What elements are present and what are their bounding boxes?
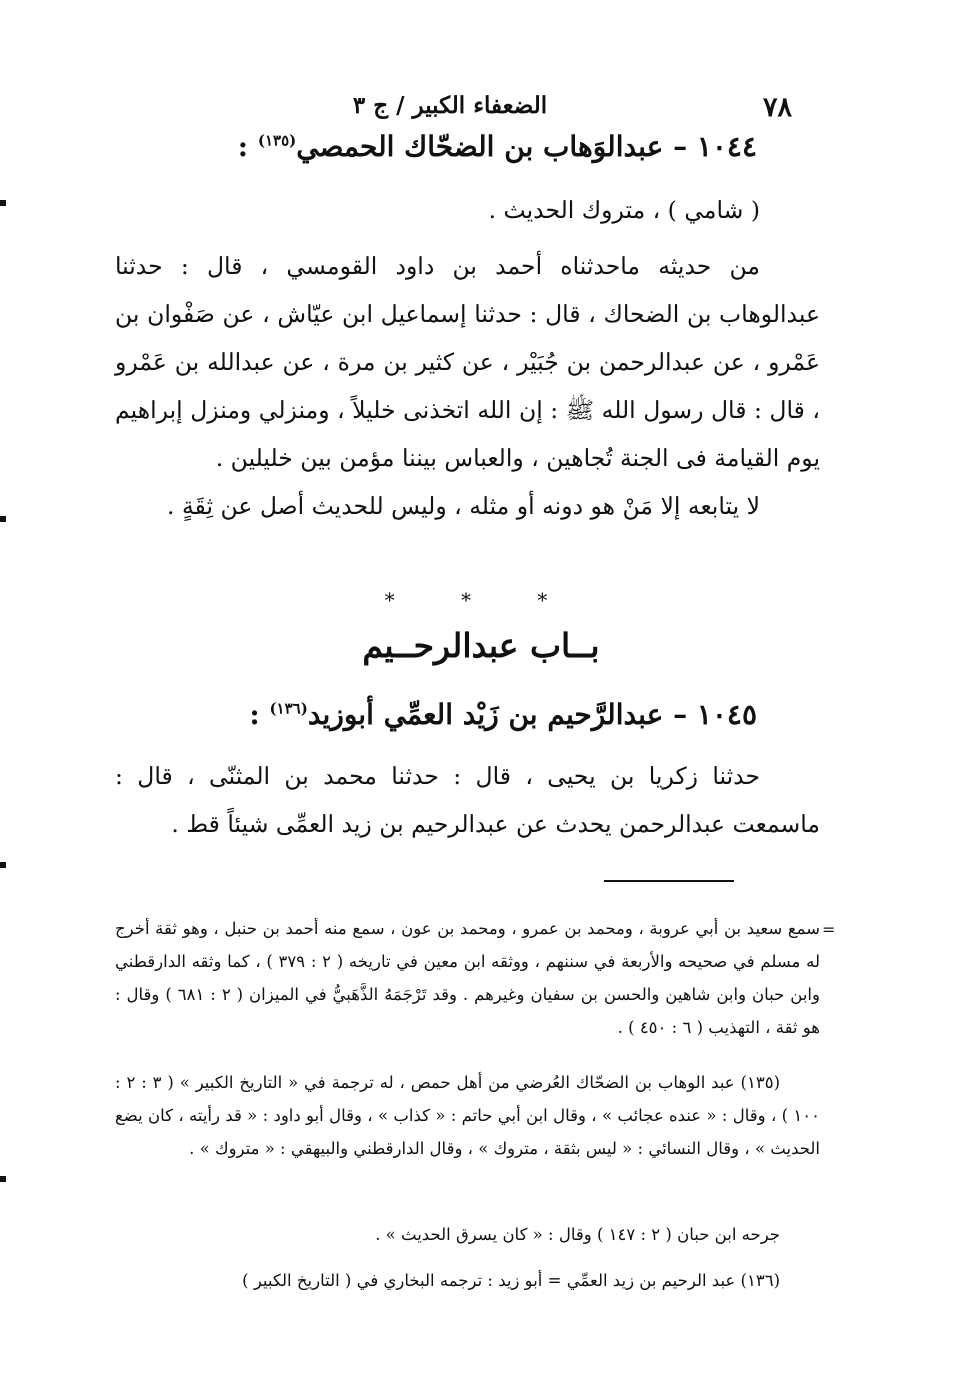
scan-edge-mark	[0, 1176, 6, 1182]
scan-edge-mark	[0, 200, 6, 206]
scan-edge-mark	[0, 516, 6, 522]
entry-1044-verdict: لا يتابعه إلا مَنْ هو دونه أو مثله ، وليس للحديث أصل عن ثِقَةٍ .	[167, 492, 760, 520]
entry-1044-heading: ١٠٤٤ – عبدالوَهاب بن الضحّاك الحمصي	[296, 130, 757, 163]
section-separator-stars: * * *	[384, 588, 578, 612]
page-number: ٧٨	[762, 92, 792, 123]
footnote-divider	[604, 880, 734, 882]
entry-1045-heading: ١٠٤٥ – عبدالرَّحيم بن زَيْد العمِّي أبوزيد	[307, 698, 757, 731]
entry-1045-text: حدثنا زكريا بن يحيى ، قال : حدثنا محمد بن المثنّى ، قال : ماسمعت عبدالرحمن يحدث عن عبدالرحيم بن زيد العمِّى شيئاً قط .	[115, 762, 820, 838]
chapter-title: بــاب عبدالرحــيم	[362, 626, 600, 665]
footnote-ref-135: (١٣٥)	[257, 131, 297, 150]
entry-1044-title	[238, 130, 757, 163]
scan-edge-mark	[0, 862, 6, 868]
entry-1045-title	[249, 698, 757, 731]
footnote-136: (١٣٦) عبد الرحيم بن زيد العمِّي = أبو زيد : ترجمه البخاري في ( التاريخ الكبير )	[242, 1271, 780, 1290]
footnote-continuation-marker: =	[822, 920, 836, 939]
entry-1044-status: ( شامي ) ، متروك الحديث .	[488, 196, 760, 224]
entry-1045-colon: :	[249, 698, 270, 731]
footnote-135: (١٣٥) عبد الوهاب بن الضحّاك العُرضي من أهل حمص ، له ترجمة في « التاريخ الكبير » ( ٣ : ٢ : ١٠٠ ) ، وقال : « عنده عجائب » ، وقال ابن أبي حاتم : « كذاب » ، وقال أبو داود : « قد رأيته ، كان يضع الحديث » ، وقال النسائي : « ليس بثقة ، متروك » ، وقال الدارقطني والبيهقي : « متروك » .	[115, 1073, 820, 1158]
entry-1044-hadith: من حديثه ماحدثناه أحمد بن داود القومسي ، قال : حدثنا عبدالوهاب بن الضحاك ، قال : حدثنا إسماعيل ابن عيّاش ، عن صَفْوان بن عَمْرو ، عن عبدالرحمن بن جُبَيْر ، عن كثير بن مرة ، عن عبدالله بن عَمْرو ، قال : قال رسول الله ﷺ : إن الله اتخذنى خليلاً ، ومنزلي ومنزل إبراهيم يوم القيامة فى الجنة تُجاهين ، والعباس بيننا مؤمن بين خليلين .	[115, 252, 820, 472]
entry-1044-colon: :	[237, 130, 258, 163]
footnote-ref-136: (١٣٦)	[269, 699, 308, 718]
page-header	[100, 92, 792, 128]
footnote-135-continued: جرحه ابن حبان ( ٢ : ١٤٧ ) وقال : « كان يسرق الحديث » .	[375, 1225, 780, 1244]
running-title: الضعفاء الكبير / ج ٣	[352, 92, 548, 119]
footnote-continuation: سمع سعيد بن أبي عروبة ، ومحمد بن عمرو ، ومحمد بن عون ، سمع منه أحمد بن حنبل ، وهو ثقة أخرج له مسلم في صحيحه والأربعة في سننهم ، ووثقه ابن معين في تاريخه ( ٢ : ٣٧٩ ) ، كما وثقه الدارقطني وابن حبان وابن شاهين والحسن بن سفيان وغيرهم . وقد تَرْجَمَهُ الذَّهَبيُّ في الميزان ( ٢ : ٦٨١ ) وقال : هو ثقة ، التهذيب ( ٦ : ٤٥٠ ) .	[115, 919, 820, 1037]
